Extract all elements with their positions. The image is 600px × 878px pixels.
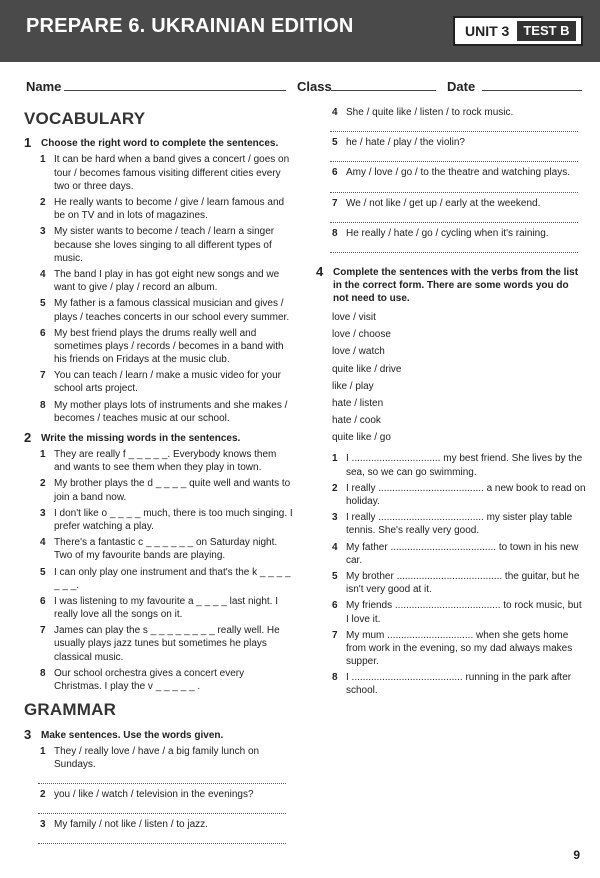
exercise-4 [316, 265, 586, 698]
list-item: 6 Amy / love / go / to the theatre and watching plays. [332, 167, 571, 179]
list-item: 2 He really wants to become / give / learn famous and be on TV and in lots of magazines. [40, 197, 285, 222]
student-info-row [26, 78, 586, 94]
name-label: Name [26, 79, 62, 94]
exercise-number: 2 [24, 430, 32, 445]
class-label: Class [297, 79, 332, 94]
list-item: 2 I really ...................................... a new book to read on holiday. [332, 482, 586, 507]
page-number: 9 [573, 848, 580, 863]
list-item: 5 he / hate / play / the violin? [332, 137, 465, 149]
exercise-number: 3 [24, 726, 32, 742]
exercise-instruction: Complete the sentences with the verbs from the list in the correct form. There are some words you do not need to use. [333, 266, 579, 304]
list-item: 6 My friends ...................................... to rock music, but I love it. [332, 600, 582, 625]
word-option: love / choose [332, 329, 391, 341]
list-item: 3 My family / not like / listen / to jazz. [40, 819, 208, 831]
test-badge: TEST B [517, 21, 575, 40]
list-item: 3 I really ...................................... my sister play table tennis. She's really very good. [332, 512, 573, 537]
unit-label: UNIT 3 [465, 22, 510, 39]
exercise-instruction: Make sentences. Use the words given. [41, 729, 224, 741]
word-option: love / visit [332, 311, 376, 323]
word-option: quite like / drive [332, 363, 402, 375]
page-header [0, 0, 600, 62]
date-label: Date [447, 79, 476, 94]
book-title: PREPARE 6. UKRAINIAN EDITION [26, 15, 354, 37]
exercise-number: 4 [316, 263, 324, 279]
exercise-instruction: Write the missing words in the sentences. [41, 433, 241, 444]
list-item: 7 We / not like / get up / early at the weekend. [332, 197, 541, 209]
left-column [24, 106, 294, 850]
list-item: 5 I can only play one instrument and that's the k _ _ _ _ _ _ _. [40, 566, 291, 591]
list-item: 7 My mum ............................... when she gets home from work in the evening, so my dad always makes supper. [332, 629, 573, 668]
list-item: 8 Our school orchestra gives a concert every Christmas. I play the v _ _ _ _ _ . [40, 667, 245, 692]
right-column [316, 106, 586, 704]
exercise-2 [24, 431, 294, 693]
list-item: 8 He really / hate / go / cycling when it's raining. [332, 227, 549, 239]
list-item: 1 They are really f _ _ _ _ _. Everybody knows them and wants to see them when they play in town. [40, 449, 277, 474]
list-item: 5 My brother ...................................... the guitar, but he isn't very good at it. [332, 570, 580, 596]
list-item: 4 She / quite like / listen / to rock music. [332, 107, 514, 118]
answer-line[interactable] [330, 152, 578, 162]
word-option: hate / listen [332, 397, 384, 409]
list-item: 5 My father is a famous classical musician and gives / plays / teaches concerts in our school every summer. [40, 298, 290, 323]
list-item: 6 My best friend plays the drums really well and sometimes plays / records / becomes in a band with his friends on Fridays at the music club. [40, 327, 284, 366]
exercise-1 [24, 136, 294, 425]
list-item: 2 you / like / watch / television in the evenings? [40, 789, 254, 800]
list-item: 3 My sister wants to become / teach / learn a singer because she loves singing to all different types of music. [40, 226, 275, 264]
word-option: hate / cook [332, 415, 381, 427]
name-field[interactable] [64, 90, 286, 91]
answer-line[interactable] [38, 804, 286, 814]
list-item: 3 I don't like o _ _ _ _ much, there is too much singing. I prefer watching a play. [40, 507, 293, 532]
word-option: quite like / go [332, 432, 391, 444]
list-item: 1 I ................................ my best friend. She lives by the sea, so we can go swimming. [332, 453, 583, 478]
list-item: 1 They / really love / have / a big family lunch on Sundays. [40, 745, 260, 770]
exercise-instruction: Choose the right word to complete the sentences. [41, 138, 279, 150]
date-field[interactable] [482, 90, 582, 91]
answer-line[interactable] [330, 243, 578, 253]
list-item: 7 You can teach / learn / make a music video for your school arts project. [40, 370, 281, 395]
list-item: 8 I ........................................ running in the park after school. [332, 672, 572, 697]
answer-line[interactable] [330, 183, 578, 193]
word-list [316, 311, 586, 445]
list-item: 6 I was listening to my favourite a _ _ _ _ last night. I really love all the songs on it. [40, 595, 279, 621]
answer-line[interactable] [330, 213, 578, 223]
list-item: 7 James can play the s _ _ _ _ _ _ _ _ really well. He usually plays jazz tunes but sometimes he plays classical music. [40, 625, 280, 663]
answer-line[interactable] [38, 774, 286, 784]
list-item: 8 My mother plays lots of instruments and she makes / becomes / teaches music at our school. [40, 399, 288, 424]
word-option: like / play [332, 380, 374, 392]
grammar-heading: GRAMMAR [24, 700, 117, 720]
exercise-3 [24, 728, 294, 845]
exercise-number: 1 [24, 135, 32, 151]
list-item: 4 The band I play in has got eight new songs and we want to give / play / record an album. [40, 268, 280, 294]
class-field[interactable] [331, 90, 436, 91]
list-item: 4 There's a fantastic c _ _ _ _ _ _ on Saturday night. Two of my favourite bands are playing. [40, 537, 278, 562]
answer-line[interactable] [38, 834, 286, 844]
list-item: 1 It can be hard when a band gives a concert / goes on tour / becomes famous visiting different cities every two or three days. [40, 154, 290, 192]
list-item: 4 My father ...................................... to town in his new car. [332, 541, 579, 566]
word-option: love / watch [332, 346, 385, 358]
answer-line[interactable] [330, 122, 578, 132]
list-item: 2 My brother plays the d _ _ _ _ quite well and wants to join a band now. [40, 478, 291, 503]
unit-test-box [453, 16, 583, 46]
vocabulary-heading: VOCABULARY [24, 109, 146, 128]
